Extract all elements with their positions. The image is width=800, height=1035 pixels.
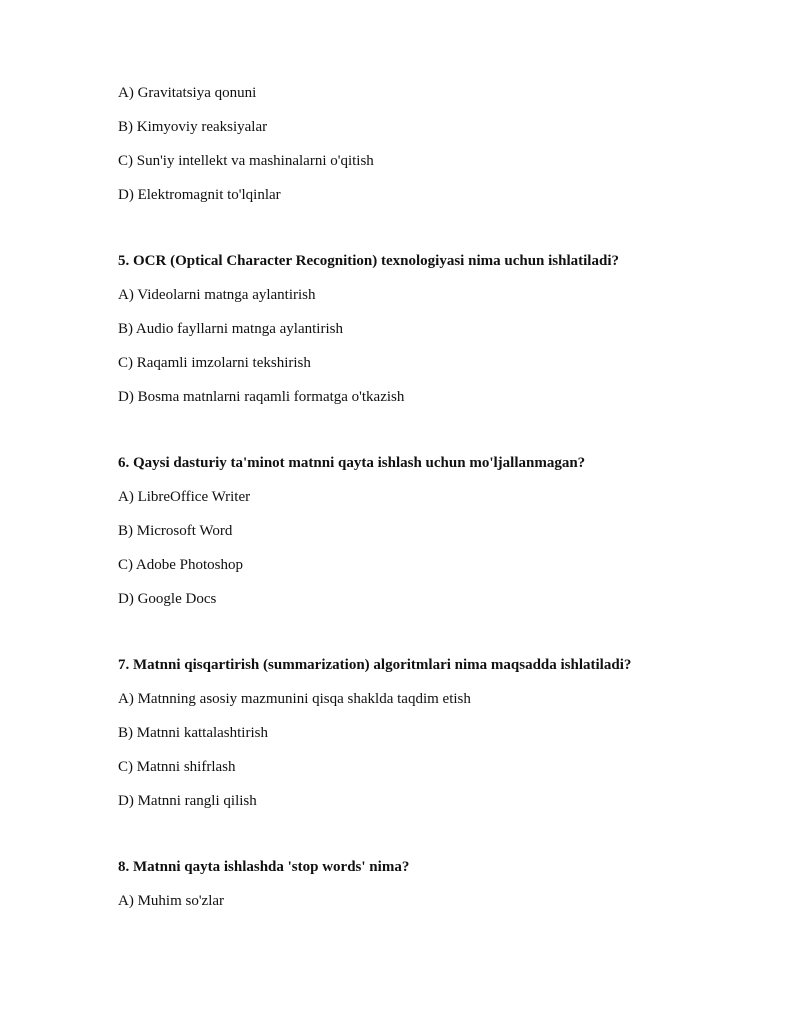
q7-option-a: A) Matnning asosiy mazmunini qisqa shaklda taqdim etish: [118, 691, 471, 707]
spacer: [118, 220, 738, 252]
q8-question-text: 8. Matnni qayta ishlashda 'stop words' nima?: [118, 859, 410, 875]
q6-option-b: B) Microsoft Word: [118, 523, 233, 539]
q5-question-text: 5. OCR (Optical Character Recognition) texnologiyasi nima uchun ishlatiladi?: [118, 253, 619, 269]
q4-option-b: B) Kimyoviy reaksiyalar: [118, 119, 268, 135]
q5-option-a: A) Videolarni matnga aylantirish: [118, 287, 316, 303]
question-7: [118, 656, 738, 810]
q4-option-d: D) Elektromagnit to'lqinlar: [118, 187, 281, 203]
document-page: [118, 84, 738, 926]
q5-option-d: D) Bosma matnlarni raqamli formatga o'tkazish: [118, 389, 405, 405]
q5-option-b: B) Audio fayllarni matnga aylantirish: [118, 321, 343, 337]
question-5: [118, 252, 738, 406]
q5-option-c: C) Raqamli imzolarni tekshirish: [118, 355, 311, 371]
q6-option-a: A) LibreOffice Writer: [118, 489, 251, 505]
question-6: [118, 454, 738, 608]
q7-question-text: 7. Matnni qisqartirish (summarization) algoritmlari nima maqsadda ishlatiladi?: [118, 657, 632, 673]
q6-option-d: D) Google Docs: [118, 591, 217, 607]
spacer: [118, 826, 738, 858]
q7-option-b: B) Matnni kattalashtirish: [118, 725, 268, 741]
q7-option-d: D) Matnni rangli qilish: [118, 793, 257, 809]
q7-option-c: C) Matnni shifrlash: [118, 759, 236, 775]
question-8: [118, 858, 738, 910]
q4-option-a: A) Gravitatsiya qonuni: [118, 85, 257, 101]
question-4-options: [118, 84, 738, 204]
spacer: [118, 624, 738, 656]
spacer: [118, 422, 738, 454]
q6-question-text: 6. Qaysi dasturiy ta'minot matnni qayta ishlash uchun mo'ljallanmagan?: [118, 455, 586, 471]
q4-option-c: C) Sun'iy intellekt va mashinalarni o'qitish: [118, 153, 374, 169]
q6-option-c: C) Adobe Photoshop: [118, 557, 244, 573]
q8-option-a: A) Muhim so'zlar: [118, 893, 225, 909]
